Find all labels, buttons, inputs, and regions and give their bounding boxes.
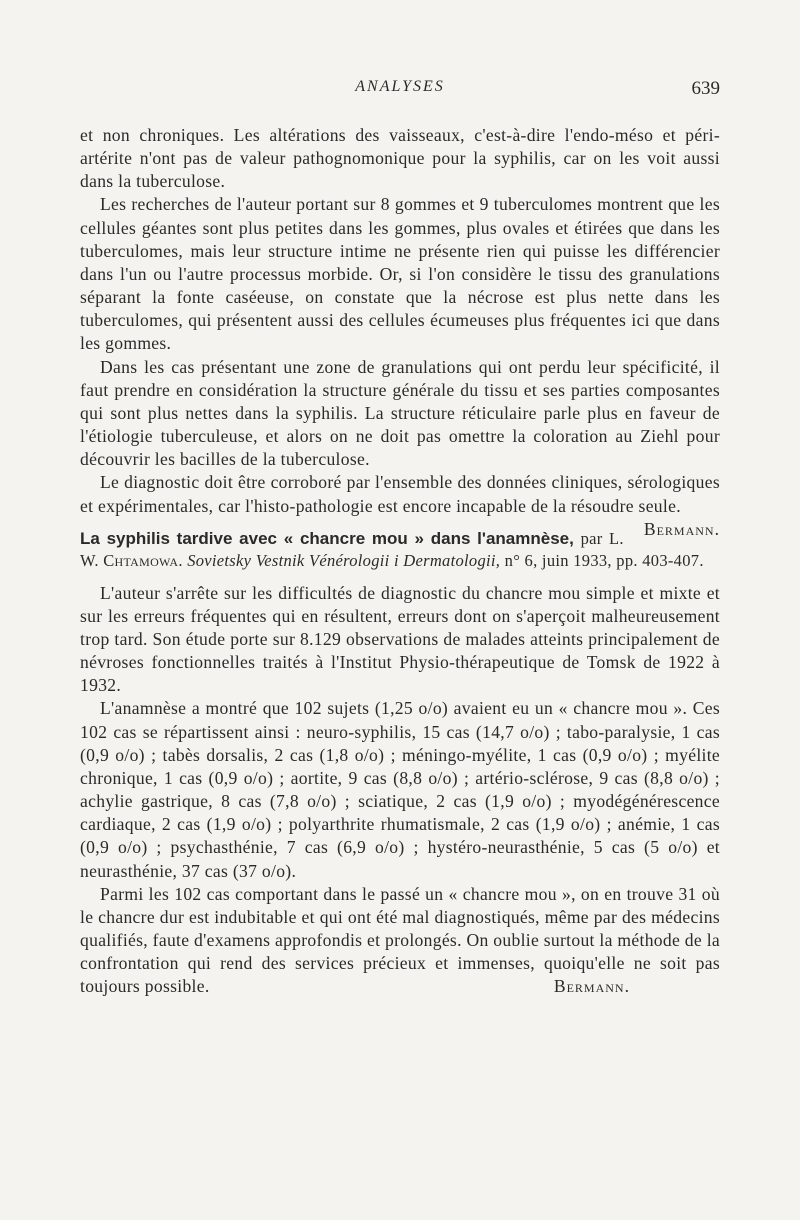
paragraph: et non chroniques. Les altérations des vaisseaux, c'est-à-dire l'endo-méso et péri-artérite n'ont pas de valeur pathognomonique pour la syphilis, car on les voit aussi dans la tuberculose. (80, 125, 720, 192)
reviewer-signature: Bermann. (553, 976, 630, 997)
paragraph: Les recherches de l'auteur portant sur 8 gommes et 9 tuberculomes montrent que les cellules géantes sont plus petites dans les gommes, plus ovales et étirées que dans les tuberculomes, mais leur structure intime ne présente rien qui puisse les différencier dans l'un ou l'autre processus morbide. Or, si l'on considère le tissu des granulations séparant la fonte caséeuse, on constate que la nécrose est plus nette dans les tuberculomes, qui présentent aussi des cellules écumeuses plus fréquentes ici que dans les gommes. (80, 194, 720, 354)
citation: n° 6, juin 1933, pp. 403-407. (504, 550, 704, 570)
paragraph: Dans les cas présentant une zone de granulations qui ont perdu leur spécificité, il faut prendre en considération la structure générale du tissu et ses parties composantes qui sont plus nettes dans la syphilis. La structure réticulaire parle plus en faveur de l'étiologie tuberculeuse, et alors on ne doit pas omettre la coloration au Ziehl pour découvrir les bacilles de la tuberculose. (80, 356, 720, 470)
running-title: ANALYSES (355, 78, 445, 95)
paragraph-with-signature (80, 883, 720, 999)
paragraph: L'auteur s'arrête sur les difficultés de diagnostic du chancre mou simple et mixte et sur les erreurs fréquentes qui en résultent, erreurs dont on s'aperçoit malheureusement trop tard. Son étude porte sur 8.129 observations de malades atteints principalement de névroses fonctionnelles traités à l'Institut Physio-thérapeutique de Tomsk de 1922 à 1932. (80, 582, 720, 696)
page-number: 639 (691, 78, 720, 99)
paragraph-text: Parmi les 102 cas comportant dans le passé un « chancre mou », on en trouve 31 où le chancre dur est indubitable et qui ont été mal diagnostiqués, même par des médecins qualifiés, faute d'examens approfondis et prolongés. On oublie surtout la méthode de la confrontation qui rend des services précieux et immenses, quoiqu'elle ne soit pas toujours possible. (80, 883, 720, 997)
paragraph-text: Le diagnostic doit être corroboré par l'ensemble des données cliniques, sérologiques et expérimentales, car l'histo-pathologie est encore incapable de la résoudre seule. (80, 472, 720, 516)
reviewer-signature: Bermann. (643, 518, 720, 539)
journal-name: Sovietsky Vestnik Vénérologii i Dermatologii, (187, 550, 501, 570)
page-header (80, 78, 720, 102)
author-name: L. W. Chtamowa. (80, 528, 624, 570)
paragraph: L'anamnèse a montré que 102 sujets (1,25 o/o) avaient eu un « chancre mou ». Ces 102 cas se répartissent ainsi : neuro-syphilis, 15 cas (14,7 o/o) ; tabo-paralysie, 1 cas (0,9 o/o) ; tabès dorsalis, 2 cas (1,8 o/o) ; méningo-myélite, 1 cas (0,9 o/o) ; myélite chronique, 1 cas (0,9 o/o) ; aortite, 9 cas (8,8 o/o) ; artério-sclérose, 9 cas (8,8 o/o) ; achylie gastrique, 8 cas (7,8 o/o) ; sciatique, 2 cas (1,9 o/o) ; myodégénérescence cardiaque, 2 cas (1,9 o/o) ; polyarthrite rhumatismale, 2 cas (1,9 o/o) ; anémie, 1 cas (0,9 o/o) ; psychasthénie, 7 cas (6,9 o/o) ; hystéro-neurasthénie, 5 cas (5 o/o) et neurasthénie, 37 cas (37 o/o). (80, 698, 720, 881)
page-body (80, 124, 720, 998)
article-title: La syphilis tardive avec « chancre mou » dans l'anamnèse, (80, 528, 574, 548)
byline-par: par (580, 528, 603, 548)
